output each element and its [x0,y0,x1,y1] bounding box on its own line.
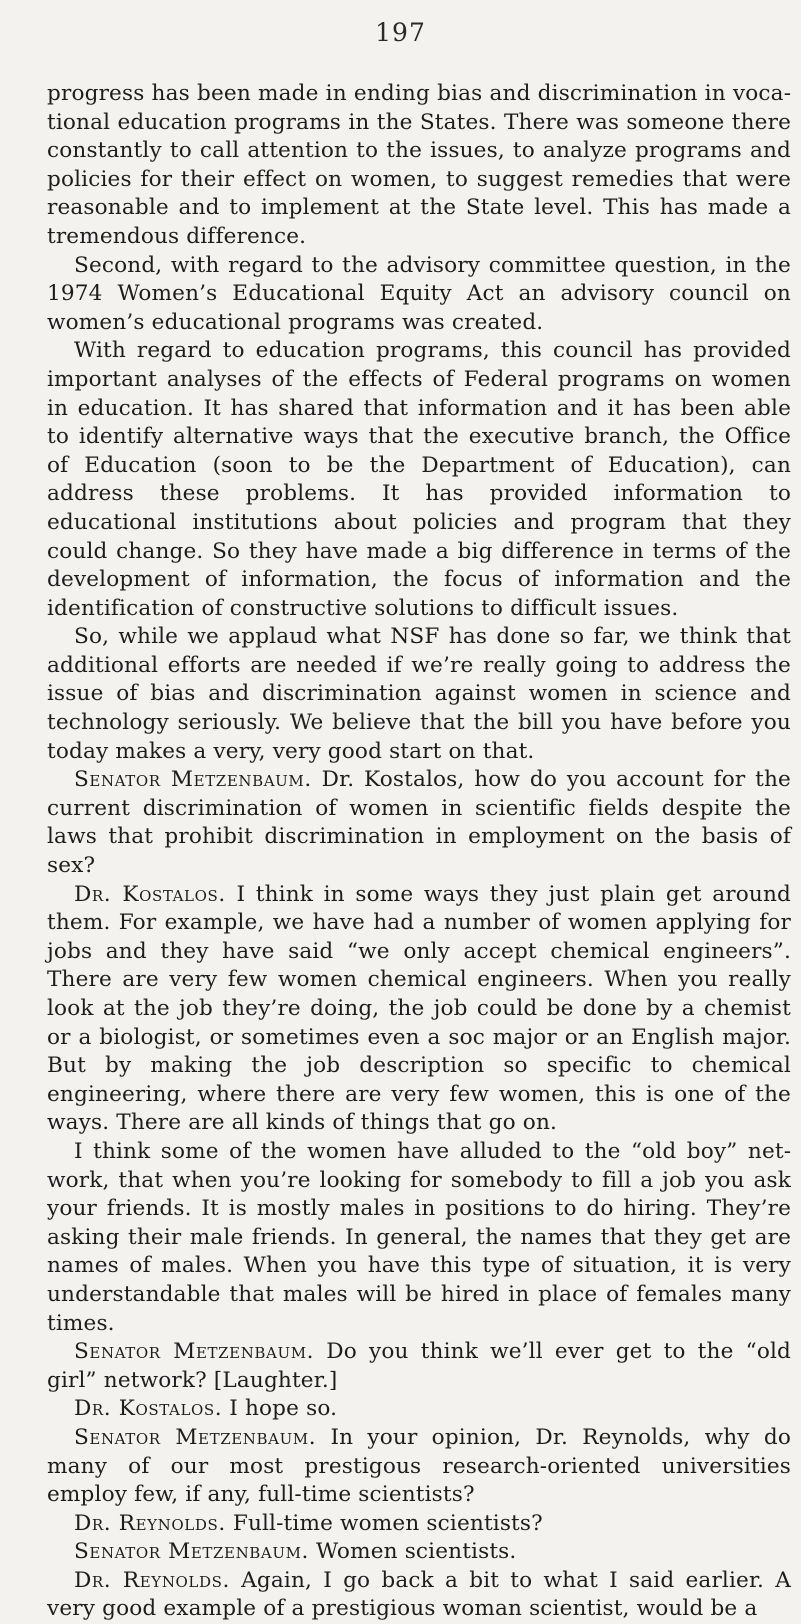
paragraph-text: Full-time women scientists? [232,1510,543,1536]
paragraph-text: Again, I go back a bit to what I said earlier. A very good example of a prestigious woman scientist, would be a [47,1567,791,1622]
speaker-name: Dr. Kostalos. [74,1396,223,1422]
speaker-name: Senator Metzenbaum. [74,1539,310,1565]
page-number: 197 [375,18,426,47]
paragraph [47,1567,791,1624]
paragraph-text: Women scientists. [316,1539,517,1565]
paragraph [47,766,791,880]
paragraph-text: Dr. Kostalos, how do you account for the current discrimination of women in scientific fields despite the laws that prohibit discrimination in employment on the basis of sex? [47,767,791,879]
page-body [47,80,791,1624]
paragraph-text: I think in some ways they just plain get around them. For example, we have had a number of women applying for jobs and they have said “we only accept chemical engineers”. There are very few women chemical engineers. When you really look at the job they’re doing, the job could be done by a chemist or a biologist, or sometimes even a soc major or an English major. But by making the job description so specific to chemical engineering, where there are very few women, this is one of the ways. There are all kinds of things that go on. [47,881,791,1136]
paragraph-text: progress has been made in ending bias and discrimination in vocational education programs in the States. There was someone there constantly to call attention to the issues, to analyze programs and policies for their effect on women, to suggest remedies that were reasonable and to implement at the State level. This has made a tremendous difference. [47,81,791,249]
speaker-name: Senator Metzenbaum. [74,767,312,793]
paragraph-text: Do you think we’ll ever get to the “old girl” network? [Laughter.] [47,1339,791,1393]
paragraph [47,1395,791,1424]
speaker-name: Dr. Reynolds. [74,1567,230,1593]
paragraph-text: I hope so. [229,1396,338,1422]
paragraph [47,337,791,623]
speaker-name: Senator Metzenbaum. [74,1339,315,1365]
paragraph [47,881,791,1138]
paragraph [47,1138,791,1338]
paragraph-text: In your opinion, Dr. Reynolds, why do many of our most prestigous research-oriented universities employ few, if any, full-time scientists? [47,1424,791,1508]
paragraph [47,1338,791,1395]
paragraph [47,1510,791,1539]
paragraph [47,623,791,766]
paragraph-text: So, while we applaud what NSF has done so far, we think that additional efforts are needed if we’re really going to address the issue of bias and discrimination against women in science and technology seriously. We believe that the bill you have before you today makes a very, very good start on that. [47,624,791,764]
paragraph [47,252,791,338]
paragraph [47,80,791,252]
paragraph-text: With regard to education programs, this council has provided important analyses of the effects of Federal programs on women in education. It has shared that information and it has been able to identify alternative ways that the executive branch, the Office of Education (soon to be the Department of Education), can address these problems. It has provided information to educational institutions about policies and program that they could change. So they have made a big difference in terms of the development of information, the focus of information and the identification of constructive solutions to difficult issues. [47,338,791,621]
speaker-name: Dr. Reynolds. [74,1510,226,1536]
paragraph-text: I think some of the women have alluded to the “old boy” network, that when you’re looking for somebody to fill a job you ask your friends. It is mostly males in positions to do hiring. They’re asking their male friends. In general, the names that they get are names of males. When you have this type of situation, it is very understandable that males will be hired in place of females many times. [47,1138,791,1336]
speaker-name: Dr. Kostalos. [74,881,226,907]
paragraph-text: Second, with regard to the advisory committee question, in the 1974 Women’s Educational Equity Act an advisory council on women’s educational programs was created. [47,252,791,335]
paragraph [47,1424,791,1510]
paragraph [47,1538,791,1567]
speaker-name: Senator Metzenbaum. [74,1424,317,1450]
